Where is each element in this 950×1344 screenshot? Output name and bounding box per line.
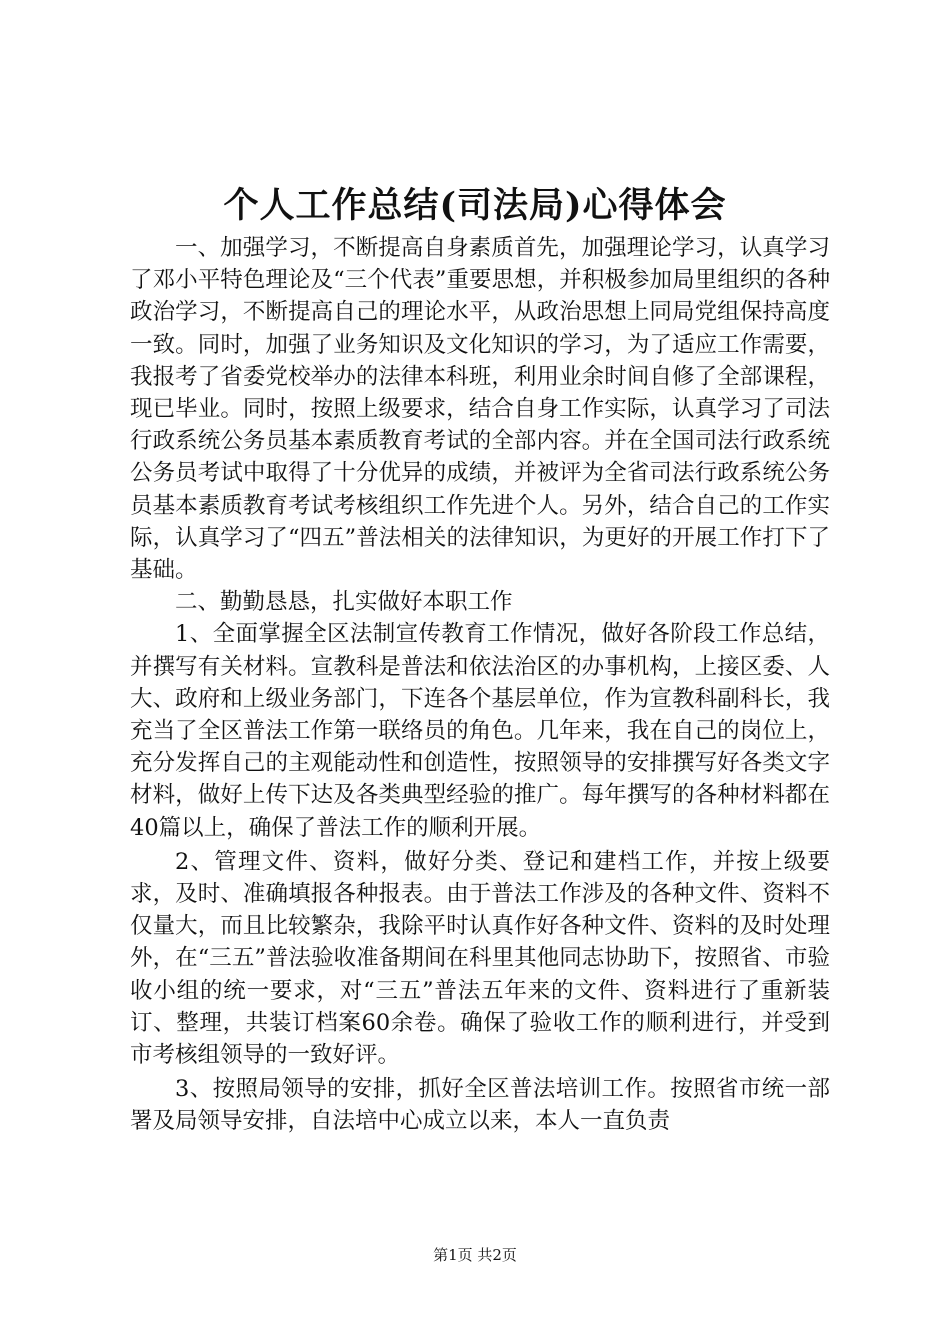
page-number-footer: 第1页 共2页 <box>433 1246 517 1264</box>
document-title: 个人工作总结(司法局)心得体会 <box>223 185 727 226</box>
paragraph-item-1: 1、全面掌握全区法制宣传教育工作情况，做好各阶段工作总结，并撰写有关材料。宣教科是普法和依法治区的办事机构，上接区委、人大、政府和上级业务部门，下连各个基层单位，作为宣教科副科长，我充当了全区普法工作第一联络员的角色。几年来，我在自己的岗位上，充分发挥自己的主观能动性和创造性，按照领导的安排撰写好各类文字材料，做好上传下达及各类典型经验的推广。每年撰写的各种材料都在40篇以上，确保了普法工作的顺利开展。 <box>130 621 830 841</box>
paragraph-item-3: 3、按照局领导的安排，抓好全区普法培训工作。按照省市统一部署及局领导安排，自法培中心成立以来，本人一直负责 <box>130 1076 830 1135</box>
paragraph-study: 一、加强学习，不断提高自身素质首先，加强理论学习，认真学习了邓小平特色理论及“三个代表”重要思想，并积极参加局里组织的各种政治学习，不断提高自己的理论水平，从政治思想上同局党组保持高度一致。同时，加强了业务知识及文化知识的学习，为了适应工作需要，我报考了省委党校举办的法律本科班，利用业余时间自修了全部课程，现已毕业。同时，按照上级要求，结合自身工作实际，认真学习了司法行政系统公务员基本素质教育考试的全部内容。并在全国司法行政系统公务员考试中取得了十分优异的成绩，并被评为全省司法行政系统公务员基本素质教育考试考核组织工作先进个人。另外，结合自己的工作实际，认真学习了“四五”普法相关的法律知识，为更好的开展工作打下了基础。 <box>130 235 830 584</box>
paragraph-section-heading: 二、勤勤恳恳，扎实做好本职工作 <box>175 589 513 616</box>
document-body <box>130 232 830 1138</box>
paragraph-item-2: 2、管理文件、资料，做好分类、登记和建档工作，并按上级要求，及时、准确填报各种报表。由于普法工作涉及的各种文件、资料不仅量大，而且比较繁杂，我除平时认真作好各种文件、资料的及时处理外，在“三五”普法验收准备期间在科里其他同志协助下，按照省、市验收小组的统一要求，对“三五”普法五年来的文件、资料进行了重新装订、整理，共装订档案60余卷。确保了验收工作的顺利进行，并受到市考核组领导的一致好评。 <box>130 848 830 1069</box>
